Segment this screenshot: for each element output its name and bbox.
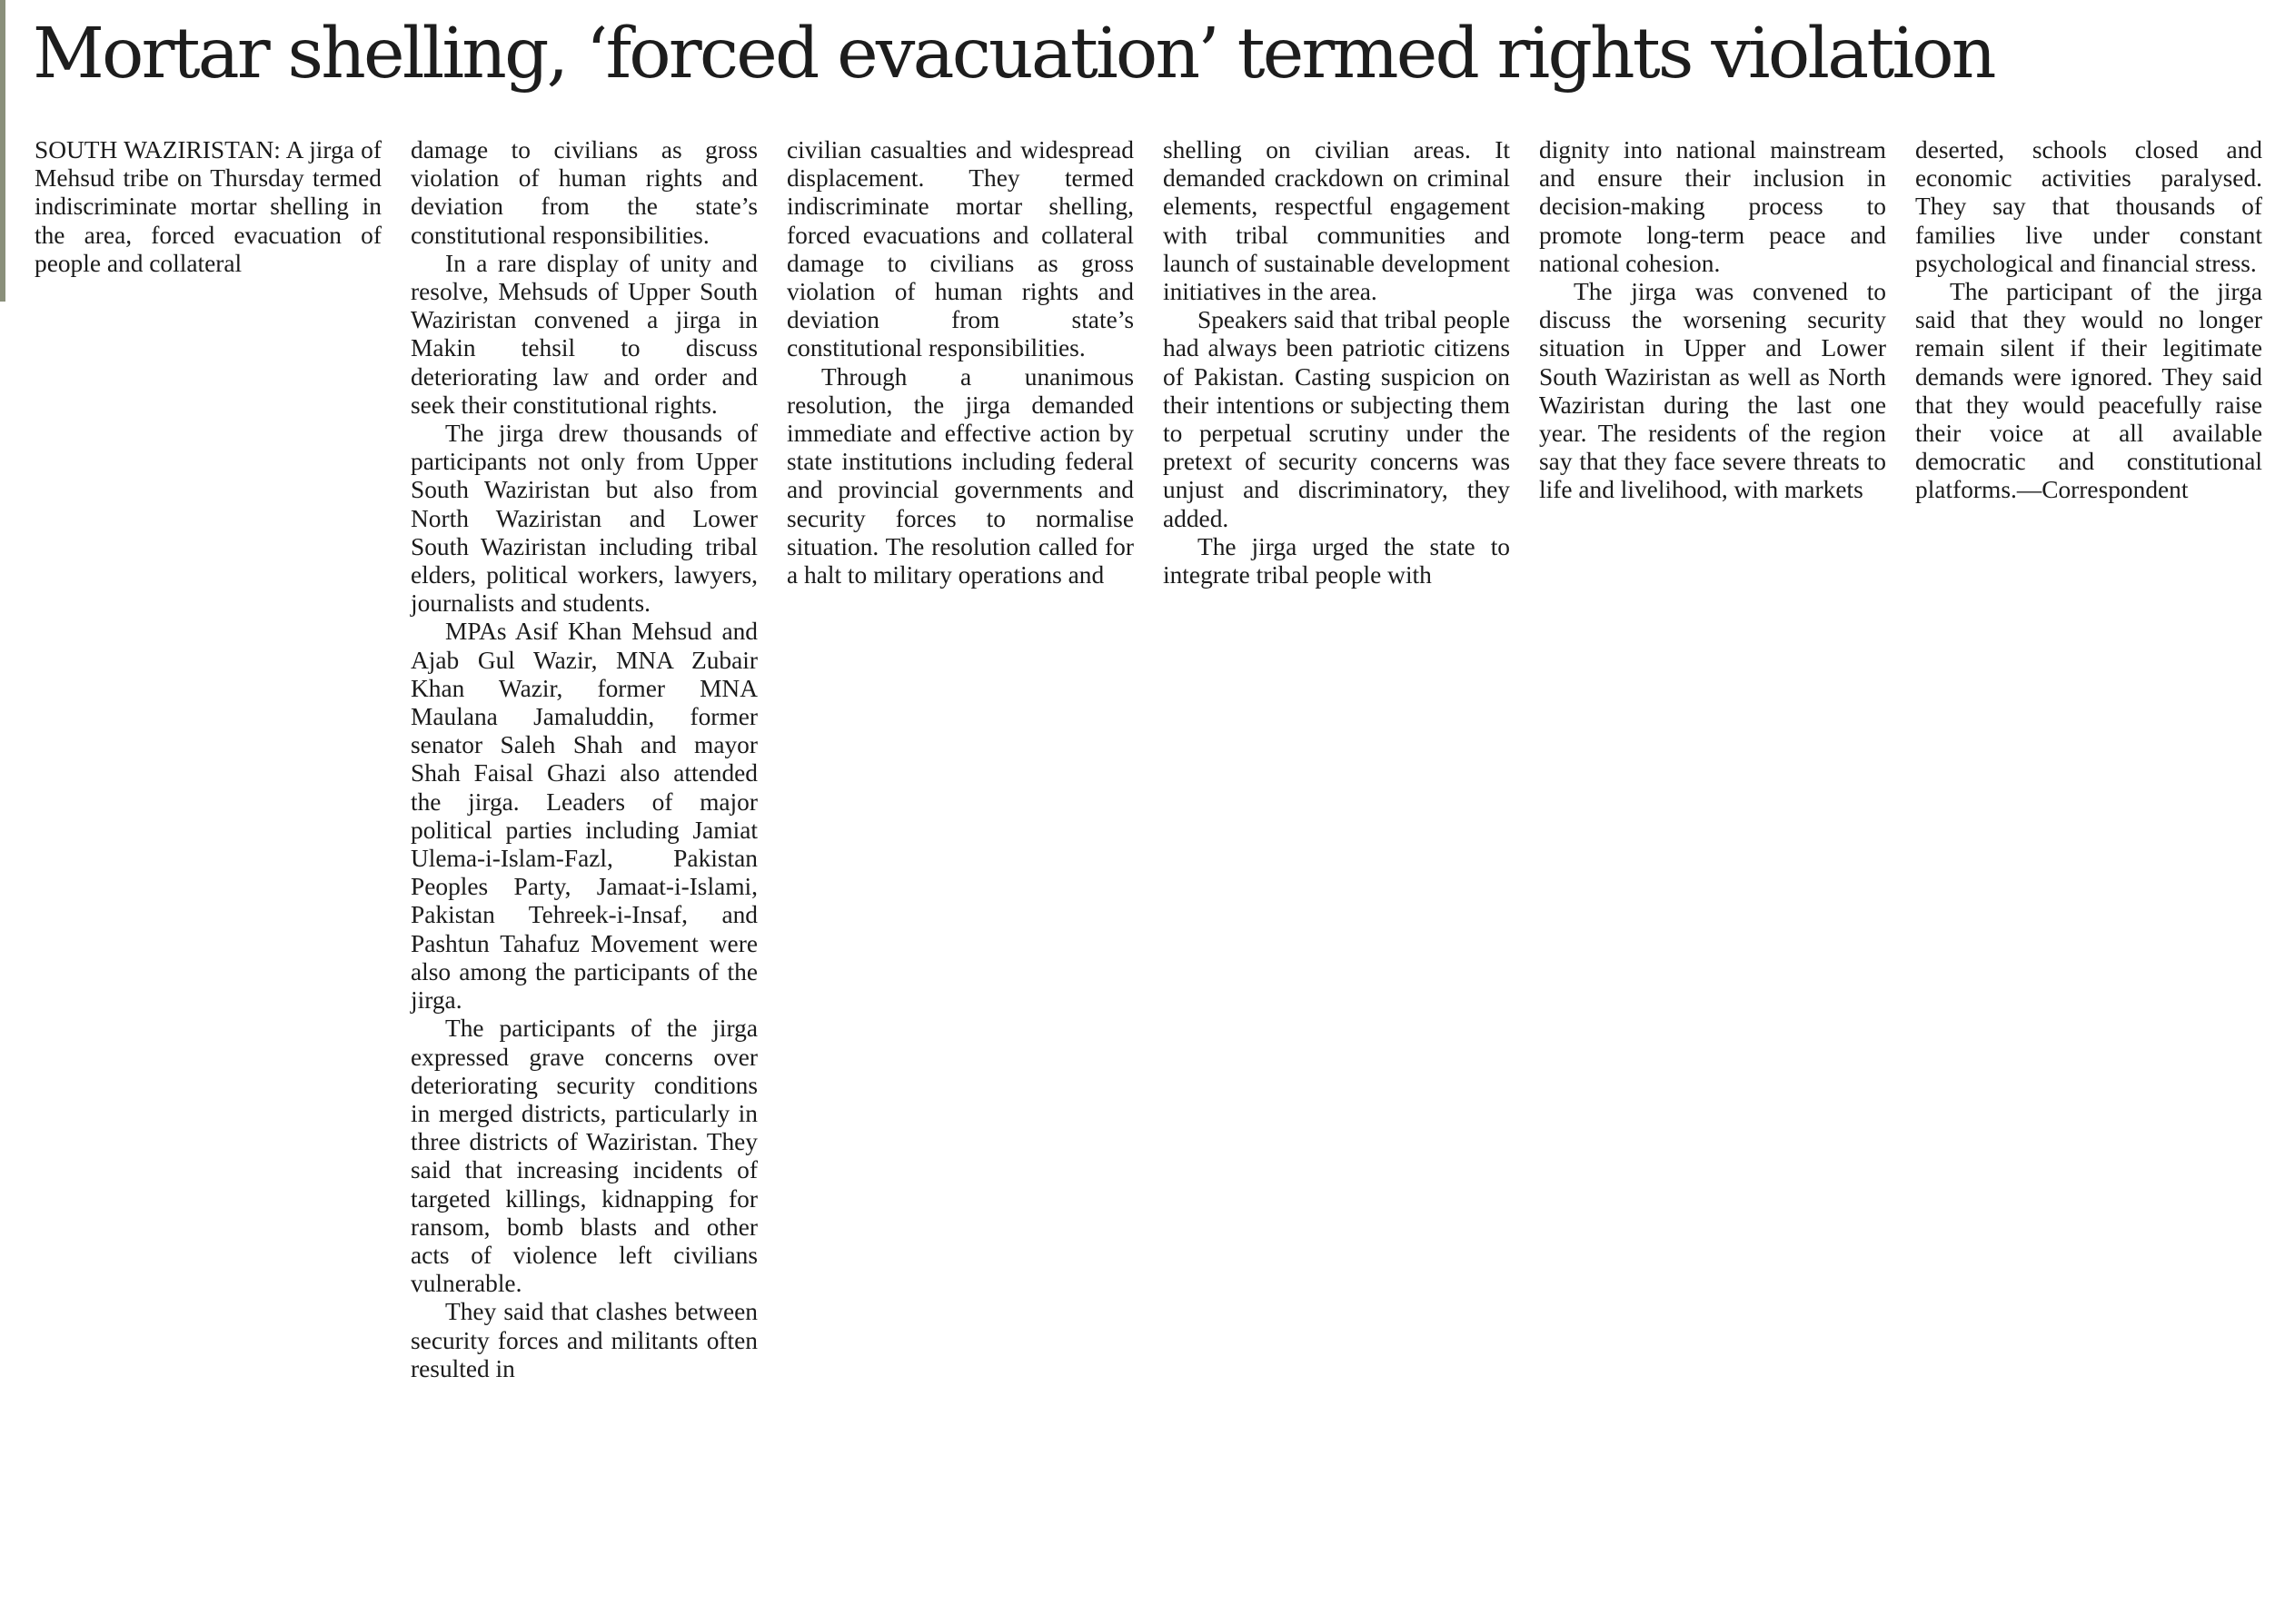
paragraph: SOUTH WAZIRISTAN: A jirga of Mehsud tribe on Thursday termed indiscriminate mortar shelling in the area, forced evacuation of people and collateral <box>35 136 382 277</box>
article-body <box>35 136 2266 1622</box>
article-column-3 <box>787 136 1134 589</box>
article-column-6 <box>1915 136 2262 505</box>
paragraph: dignity into national mainstream and ensure their inclusion in decision-making process to promote long-term peace and national cohesion. <box>1539 136 1886 277</box>
article-column-5 <box>1539 136 1886 505</box>
article-headline: Mortar shelling, ‘forced evacuation’ termed rights violation <box>33 14 1994 94</box>
article-column-4 <box>1163 136 1510 589</box>
paragraph: shelling on civilian areas. It demanded crackdown on criminal elements, respectful engagement with tribal communities and launch of sustainable development initiatives in the area. <box>1163 136 1510 306</box>
paragraph: damage to civilians as gross violation of human rights and deviation from the state’s constitutional responsibilities. <box>411 136 758 249</box>
paragraph: deserted, schools closed and economic activities paralysed. They say that thousands of families live under constant psychological and financial stress. <box>1915 136 2262 277</box>
paragraph: The jirga drew thousands of participants not only from Upper South Waziristan but also from North Waziristan and Lower South Waziristan including tribal elders, political workers, lawyers, journalists and students. <box>411 420 758 618</box>
paragraph: In a rare display of unity and resolve, Mehsuds of Upper South Waziristan convened a jirga in Makin tehsil to discuss deteriorating law and order and seek their constitutional rights. <box>411 249 758 419</box>
article-column-2 <box>411 136 758 1383</box>
paragraph: The jirga urged the state to integrate tribal people with <box>1163 532 1510 589</box>
article-column-1 <box>35 136 382 278</box>
paragraph: Speakers said that tribal people had always been patriotic citizens of Pakistan. Casting suspicion on their intentions or subjecting them to perpetual scrutiny under the pretext of security concerns was unjust and discriminatory, they added. <box>1163 306 1510 532</box>
paragraph: Through a unanimous resolution, the jirga demanded immediate and effective action by state institutions including federal and provincial governments and security forces to normalise situation. The resolution called for a halt to military operations and <box>787 362 1134 589</box>
paragraph: The participant of the jirga said that they would no longer remain silent if their legitimate demands were ignored. They said that they would peacefully raise their voice at all available democratic and constitutional platforms.—Correspondent <box>1915 278 2262 504</box>
paragraph: The jirga was convened to discuss the worsening security situation in Upper and Lower South Waziristan as well as North Waziristan during the last one year. The residents of the region say that they face severe threats to life and livelihood, with markets <box>1539 278 1886 504</box>
paragraph: civilian casualties and widespread displacement. They termed indiscriminate mortar shelling, forced evacuations and collateral damage to civilians as gross violation of human rights and deviation from state’s constitutional responsibilities. <box>787 136 1134 362</box>
margin-rule <box>0 0 5 302</box>
paragraph: MPAs Asif Khan Mehsud and Ajab Gul Wazir, MNA Zubair Khan Wazir, former MNA Maulana Jamaluddin, former senator Saleh Shah and mayor Shah Faisal Ghazi also attended the jirga. Leaders of major political parties including Jamiat Ulema-i-Islam-Fazl, Pakistan Peoples Party, Jamaat-i-Islami, Pakistan Tehreek-i-Insaf, and Pashtun Tahafuz Movement were also among the participants of the jirga. <box>411 618 758 1015</box>
paragraph: They said that clashes between security forces and militants often resulted in <box>411 1298 758 1382</box>
paragraph: The participants of the jirga expressed grave concerns over deteriorating security conditions in merged districts, particularly in three districts of Waziristan. They said that increasing incidents of targeted killings, kidnapping for ransom, bomb blasts and other acts of violence left civilians vulnerable. <box>411 1015 758 1298</box>
